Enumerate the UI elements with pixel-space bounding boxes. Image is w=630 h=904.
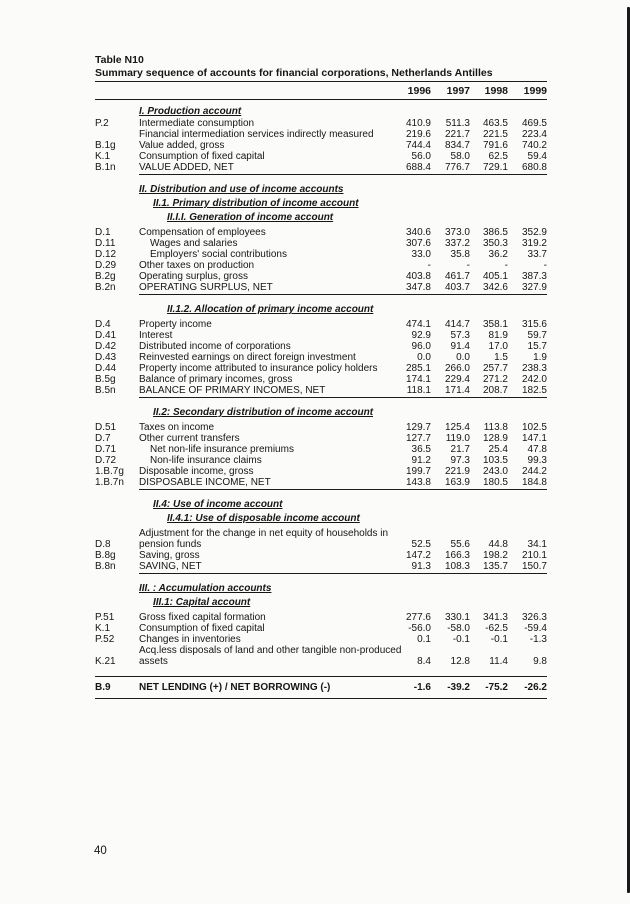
row-label: pension funds	[139, 539, 202, 550]
row-label: Gross fixed capital formation	[139, 612, 266, 623]
table-row	[95, 682, 547, 693]
section-heading-row	[95, 511, 547, 525]
row-value: 337.2	[444, 238, 470, 249]
row-value: 285.1	[405, 363, 431, 374]
row-value: 59.4	[527, 151, 547, 162]
row-value: 59.7	[527, 330, 547, 341]
row-value: 150.7	[508, 561, 547, 574]
row-code	[95, 595, 139, 609]
row-value: 386.5	[482, 227, 508, 238]
row-value: 373.0	[444, 227, 470, 238]
row-value: 184.8	[508, 477, 547, 490]
row-value: 403.7	[431, 282, 470, 295]
row-code: D.12	[95, 249, 117, 260]
table-row	[95, 227, 547, 238]
row-value: 33.7	[527, 249, 547, 260]
section-heading: II.I.I. Generation of income account	[167, 212, 334, 223]
row-code: B.2n	[95, 282, 116, 293]
row-value: 171.4	[431, 385, 470, 398]
section-heading: II.2: Secondary distribution of income account	[153, 407, 374, 418]
row-value: 135.7	[470, 561, 508, 574]
row-value: 326.3	[521, 612, 547, 623]
row-code: K.1	[95, 623, 111, 634]
row-value: 127.7	[405, 433, 431, 444]
row-value: 229.4	[444, 374, 470, 385]
row-value: 1.5	[494, 352, 508, 363]
row-value: 219.6	[405, 129, 431, 140]
section-heading: III. : Accumulation accounts	[139, 583, 272, 594]
row-value: 8.4	[417, 656, 431, 667]
row-code: D.8	[95, 539, 111, 550]
row-value: 776.7	[431, 162, 470, 175]
spacer-row	[95, 574, 547, 581]
row-value	[431, 645, 470, 656]
row-value: 729.1	[470, 162, 508, 175]
row-value: 244.2	[521, 466, 547, 477]
table-row	[95, 151, 547, 162]
row-label: Wages and salaries	[150, 238, 238, 249]
section-heading-row	[95, 182, 547, 196]
row-value: 221.7	[444, 129, 470, 140]
row-value: 198.2	[482, 550, 508, 561]
row-label: Taxes on income	[139, 422, 215, 433]
row-value: 223.4	[521, 129, 547, 140]
row-code: D.71	[95, 444, 117, 455]
row-value: 347.8	[389, 282, 431, 295]
row-label: Financial intermediation services indirectly measured	[139, 129, 374, 140]
table-row	[95, 455, 547, 466]
table-row	[95, 249, 547, 260]
table-row	[95, 645, 547, 656]
row-value: 461.7	[444, 271, 470, 282]
row-value: -	[427, 260, 431, 271]
section-heading: II.4: Use of income account	[153, 499, 283, 510]
year-header-spacer	[95, 85, 139, 97]
row-value: 91.4	[450, 341, 470, 352]
row-value: -1.6	[413, 682, 431, 693]
row-label: NET LENDING (+) / NET BORROWING (-)	[139, 682, 331, 693]
row-code: D.4	[95, 319, 111, 330]
table-row	[95, 341, 547, 352]
row-value: 208.7	[470, 385, 508, 398]
section-heading-row	[95, 581, 547, 595]
row-value: 15.7	[527, 341, 547, 352]
section-heading-row	[95, 210, 547, 224]
row-value	[508, 528, 547, 539]
row-value: 221.9	[444, 466, 470, 477]
row-value: 791.6	[482, 140, 508, 151]
section-heading-row	[95, 405, 547, 419]
row-value: 340.6	[405, 227, 431, 238]
row-value: 307.6	[405, 238, 431, 249]
row-value: 91.2	[411, 455, 431, 466]
row-value: -	[543, 260, 547, 271]
row-code	[95, 196, 139, 210]
row-value: 118.1	[389, 385, 431, 398]
table-row	[95, 129, 547, 140]
row-value: 405.1	[482, 271, 508, 282]
row-value: 25.4	[488, 444, 508, 455]
spacer-row	[95, 175, 547, 182]
row-value: 341.3	[482, 612, 508, 623]
row-value: 47.8	[527, 444, 547, 455]
horizontal-rule	[95, 676, 547, 677]
section-heading-row	[95, 104, 547, 118]
row-label: Property income	[139, 319, 212, 330]
section-heading: I. Production account	[139, 106, 242, 117]
section-heading: II. Distribution and use of income accounts	[139, 184, 344, 195]
row-code: B.8g	[95, 550, 116, 561]
row-code	[95, 497, 139, 511]
row-label: Property income attributed to insurance policy holders	[139, 363, 378, 374]
row-value: 128.9	[482, 433, 508, 444]
row-value	[431, 528, 470, 539]
table-row	[95, 550, 547, 561]
row-value: 410.9	[405, 118, 431, 129]
row-value: -0.1	[490, 634, 508, 645]
row-value: 315.6	[521, 319, 547, 330]
table-row	[95, 612, 547, 623]
row-value: 271.2	[482, 374, 508, 385]
row-value	[508, 645, 547, 656]
row-value: 0.0	[456, 352, 470, 363]
row-value: -26.2	[524, 682, 547, 693]
row-value: 387.3	[521, 271, 547, 282]
row-value: -75.2	[485, 682, 508, 693]
row-value: 199.7	[405, 466, 431, 477]
row-value	[389, 528, 431, 539]
horizontal-rule	[95, 698, 547, 699]
row-value: 0.0	[417, 352, 431, 363]
row-label: DISPOSABLE INCOME, NET	[139, 477, 389, 490]
row-value: 242.0	[521, 374, 547, 385]
row-value: 403.8	[405, 271, 431, 282]
row-label: Adjustment for the change in net equity of households in	[139, 528, 389, 539]
row-label: Balance of primary incomes, gross	[139, 374, 293, 385]
table-row	[95, 528, 547, 539]
row-label: Disposable income, gross	[139, 466, 254, 477]
table-body	[95, 100, 547, 699]
row-code: B.8n	[95, 561, 116, 572]
table-row	[95, 444, 547, 455]
row-value: 463.5	[482, 118, 508, 129]
row-value: 1.9	[533, 352, 547, 363]
row-code: B.2g	[95, 271, 116, 282]
spacer-row	[95, 295, 547, 302]
row-value: 319.2	[521, 238, 547, 249]
table-row	[95, 260, 547, 271]
row-code: P.52	[95, 634, 115, 645]
row-value: -	[504, 260, 508, 271]
row-label: Intermediate consumption	[139, 118, 255, 129]
row-label: Operating surplus, gross	[139, 271, 248, 282]
row-value: 92.9	[411, 330, 431, 341]
row-code: P.2	[95, 118, 109, 129]
table-row	[95, 352, 547, 363]
row-value: 56.0	[411, 151, 431, 162]
section-heading-row	[95, 196, 547, 210]
spacer-row	[95, 693, 547, 696]
section-heading: II.1.2. Allocation of primary income account	[167, 304, 374, 315]
row-value: 96.0	[411, 341, 431, 352]
row-value: 57.3	[450, 330, 470, 341]
table-row	[95, 363, 547, 374]
row-value: 166.3	[444, 550, 470, 561]
row-value: -58.0	[447, 623, 470, 634]
row-label: Employers' social contributions	[150, 249, 287, 260]
table-row	[95, 433, 547, 444]
table-label: Table N10	[95, 54, 144, 66]
row-value: 243.0	[482, 466, 508, 477]
table-row	[95, 238, 547, 249]
row-code	[95, 302, 139, 316]
section-heading-row	[95, 302, 547, 316]
row-code: B.5g	[95, 374, 116, 385]
row-value: 12.8	[450, 656, 470, 667]
row-value: 58.0	[450, 151, 470, 162]
row-label: assets	[139, 656, 168, 667]
row-code	[95, 511, 139, 525]
row-code: D.41	[95, 330, 117, 341]
row-value: -56.0	[408, 623, 431, 634]
year-header-row	[95, 82, 547, 100]
row-label: OPERATING SURPLUS, NET	[139, 282, 389, 295]
row-value: -1.3	[529, 634, 547, 645]
row-value: 147.1	[521, 433, 547, 444]
row-label: VALUE ADDED, NET	[139, 162, 389, 175]
row-value: 266.0	[444, 363, 470, 374]
row-value: 81.9	[488, 330, 508, 341]
row-value: 327.9	[508, 282, 547, 295]
table-row	[95, 374, 547, 385]
row-value: -59.4	[524, 623, 547, 634]
row-value: 680.8	[508, 162, 547, 175]
row-value: 62.5	[488, 151, 508, 162]
row-code	[95, 210, 139, 224]
section-heading-row	[95, 497, 547, 511]
row-value: 52.5	[411, 539, 431, 550]
year-column-header-1997: 1997	[446, 85, 470, 97]
row-code: D.1	[95, 227, 111, 238]
row-value	[470, 528, 508, 539]
row-code	[95, 528, 139, 539]
row-value: 257.7	[482, 363, 508, 374]
row-label: Other current transfers	[139, 433, 240, 444]
table-row	[95, 466, 547, 477]
row-value: 350.3	[482, 238, 508, 249]
table-row	[95, 271, 547, 282]
row-value: 91.3	[389, 561, 431, 574]
row-value: 102.5	[521, 422, 547, 433]
section-heading-row	[95, 595, 547, 609]
row-label: Consumption of fixed capital	[139, 623, 265, 634]
row-label: Value added, gross	[139, 140, 225, 151]
row-code: 1.B.7n	[95, 477, 124, 488]
spacer-row	[95, 490, 547, 497]
section-heading: III.1: Capital account	[153, 597, 251, 608]
table-row	[95, 656, 547, 667]
year-column-header-1999: 1999	[523, 85, 547, 97]
spacer-row	[95, 667, 547, 674]
row-label: Compensation of employees	[139, 227, 266, 238]
row-value: 180.5	[470, 477, 508, 490]
row-code: B.9	[95, 682, 111, 693]
row-value: 97.3	[450, 455, 470, 466]
row-value	[389, 645, 431, 656]
table-row	[95, 282, 547, 295]
table-row	[95, 118, 547, 129]
table-subtitle: Summary sequence of accounts for financial corporations, Netherlands Antilles	[95, 67, 547, 82]
table-row	[95, 539, 547, 550]
row-label: Non-life insurance claims	[150, 455, 262, 466]
row-value: 35.8	[450, 249, 470, 260]
row-code: D.42	[95, 341, 117, 352]
row-code: K.1	[95, 151, 111, 162]
row-code	[95, 645, 139, 656]
row-label: BALANCE OF PRIMARY INCOMES, NET	[139, 385, 389, 398]
row-code	[95, 405, 139, 419]
row-value: 21.7	[450, 444, 470, 455]
row-code: B.5n	[95, 385, 116, 396]
row-label: Other taxes on production	[139, 260, 255, 271]
row-value: 125.4	[444, 422, 470, 433]
row-value: 147.2	[405, 550, 431, 561]
row-value: 221.5	[482, 129, 508, 140]
row-value: 44.8	[488, 539, 508, 550]
row-value: 834.7	[444, 140, 470, 151]
row-value: 474.1	[405, 319, 431, 330]
row-code: D.51	[95, 422, 117, 433]
row-code	[95, 182, 139, 196]
row-label: Acq.less disposals of land and other tangible non-produced	[139, 645, 402, 656]
table-row	[95, 140, 547, 151]
row-label: Saving, gross	[139, 550, 200, 561]
table-row	[95, 385, 547, 398]
row-code: D.43	[95, 352, 117, 363]
table-row	[95, 477, 547, 490]
row-value: 108.3	[431, 561, 470, 574]
year-column-header-1996: 1996	[407, 85, 431, 97]
row-value: -62.5	[485, 623, 508, 634]
row-code	[95, 581, 139, 595]
table-row	[95, 422, 547, 433]
row-code: D.44	[95, 363, 117, 374]
row-value: 414.7	[444, 319, 470, 330]
row-value: 17.0	[488, 341, 508, 352]
row-code: D.72	[95, 455, 117, 466]
year-column-header-1998: 1998	[484, 85, 508, 97]
row-value: 33.0	[411, 249, 431, 260]
year-header-spacer	[139, 85, 389, 97]
table-row	[95, 162, 547, 175]
row-value: 358.1	[482, 319, 508, 330]
row-value: 36.2	[488, 249, 508, 260]
row-label: Interest	[139, 330, 173, 341]
row-value: 11.4	[489, 656, 508, 667]
table-row	[95, 634, 547, 645]
row-code: B.1g	[95, 140, 116, 151]
table-row	[95, 319, 547, 330]
row-value: 330.1	[444, 612, 470, 623]
row-code: B.1n	[95, 162, 116, 173]
row-code: P.51	[95, 612, 115, 623]
row-value: 740.2	[521, 140, 547, 151]
row-value: 511.3	[445, 118, 470, 129]
row-value: 129.7	[405, 422, 431, 433]
row-label: Reinvested earnings on direct foreign investment	[139, 352, 356, 363]
row-value: 113.8	[483, 422, 508, 433]
row-value: 352.9	[521, 227, 547, 238]
row-value: 210.1	[521, 550, 547, 561]
table-row	[95, 623, 547, 634]
section-heading: II.4.1: Use of disposable income account	[167, 513, 360, 524]
row-value: 688.4	[389, 162, 431, 175]
row-value: 238.3	[521, 363, 547, 374]
row-value: 34.1	[527, 539, 547, 550]
row-code: D.29	[95, 260, 117, 271]
spacer-row	[95, 398, 547, 405]
row-label: Distributed income of corporations	[139, 341, 291, 352]
row-label: Net non-life insurance premiums	[150, 444, 294, 455]
row-value	[470, 645, 508, 656]
table-row	[95, 330, 547, 341]
row-code: K.21	[95, 656, 116, 667]
table-row	[95, 561, 547, 574]
row-code	[95, 104, 139, 118]
row-code: D.11	[95, 238, 116, 249]
row-value: 55.6	[450, 539, 470, 550]
row-value: 119.0	[445, 433, 470, 444]
row-code	[95, 129, 139, 140]
row-value: 143.8	[389, 477, 431, 490]
row-value: -0.1	[452, 634, 470, 645]
row-value: 744.4	[405, 140, 431, 151]
section-heading: II.1. Primary distribution of income account	[153, 198, 359, 209]
row-value: 9.8	[533, 656, 547, 667]
row-value: 342.6	[470, 282, 508, 295]
row-value: -	[466, 260, 470, 271]
row-value: 174.1	[405, 374, 431, 385]
row-value: 0.1	[417, 634, 431, 645]
row-value: 277.6	[405, 612, 431, 623]
row-value: 469.5	[521, 118, 547, 129]
row-value: 36.5	[411, 444, 431, 455]
row-code: D.7	[95, 433, 111, 444]
row-value: 182.5	[508, 385, 547, 398]
table-n10	[95, 54, 547, 701]
page-number: 40	[94, 845, 107, 857]
row-value: 99.3	[527, 455, 547, 466]
row-value: -39.2	[447, 682, 470, 693]
row-label: Consumption of fixed capital	[139, 151, 265, 162]
row-code: 1.B.7g	[95, 466, 124, 477]
row-label: Changes in inventories	[139, 634, 241, 645]
row-value: 163.9	[431, 477, 470, 490]
row-label: SAVING, NET	[139, 561, 389, 574]
row-value: 103.5	[482, 455, 508, 466]
